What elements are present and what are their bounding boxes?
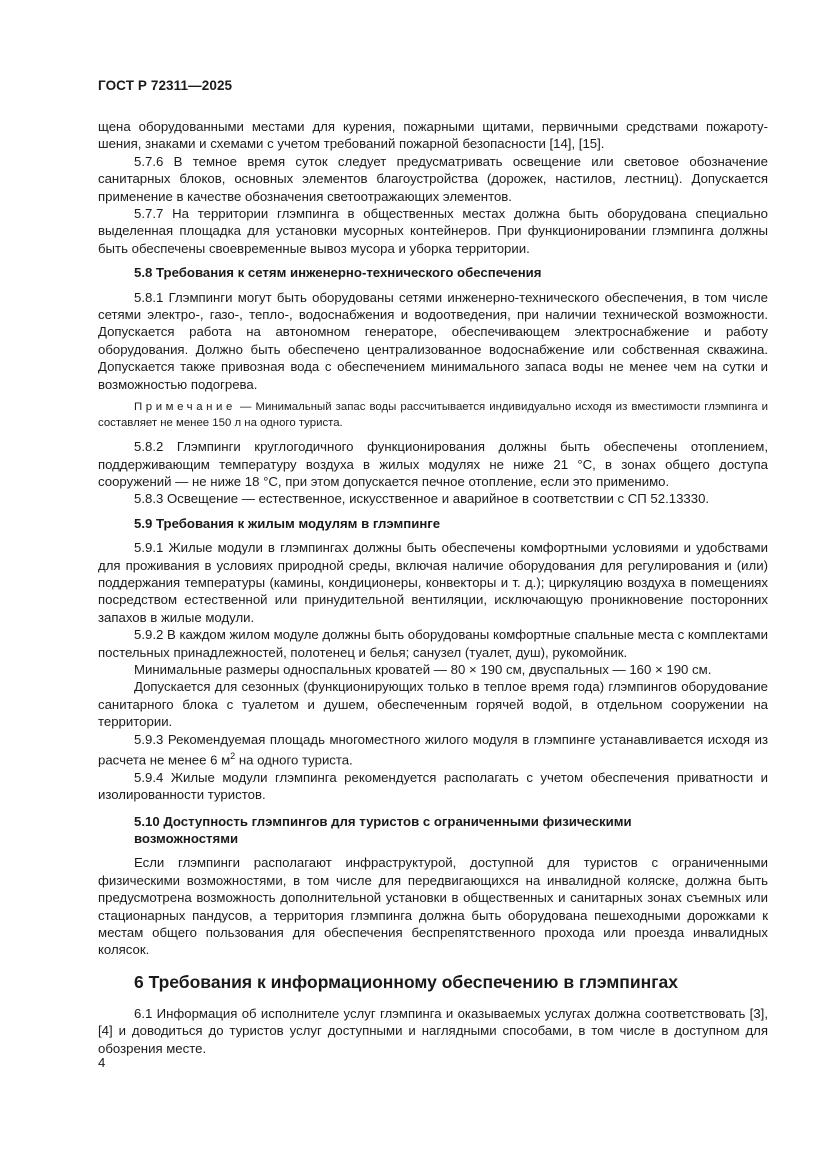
section-heading-5-10 xyxy=(98,813,768,848)
superscript-2: 2 xyxy=(230,751,236,761)
paragraph-5-9-3 xyxy=(98,731,768,769)
paragraph-5-9-2: 5.9.2 В каждом жилом модуле должны быть оборудованы комфортные спальные места с комплектами постельных принадлежностей, полотенец и белья; санузел (туалет, душ), рукомойник. xyxy=(98,627,768,660)
paragraph-5-8-2: 5.8.2 Глэмпинги круглогодичного функционирования должны быть обеспечены отоплением, поддерживающим температуру воздуха в жилых модулях не ниже 21 °С, в зонах общего доступа сооружений — не ниже 18 °С, при этом допускается печное отопление, если это применимо. xyxy=(98,439,768,489)
section-heading-5-9: 5.9 Требования к жилым модулям в глэмпинге xyxy=(134,515,441,531)
section-heading-5-8: 5.8 Требования к сетям инженерно-технического обеспечения xyxy=(134,265,542,281)
paragraph-continuation: щена оборудованными местами для курения, пожарными щитами, первичными средствами пожароту-шения, знаками и схемами с учетом требований пожарной безопасности [14], [15]. xyxy=(98,119,768,152)
paragraph-5-8-1: 5.8.1 Глэмпинги могут быть оборудованы сетями инженерно-технического обеспечения, в том числе сетями электро-, газо-, тепло-, водоснабжения и водоотведения, при наличии технической возможности. Допускается работа на автономном генераторе, обеспечивающем электроснабжение и работу оборудования. Должно быть обеспечено централизованное водоснабжение или собственная скважина. Допускается также привозная вода с обеспечением минимального запаса воды не менее чем на сутки и возможностью подогрева. xyxy=(98,289,768,392)
document-body xyxy=(98,118,768,1057)
note xyxy=(98,400,768,431)
document-header: ГОСТ Р 72311—2025 xyxy=(98,78,233,93)
paragraph-5-9-3-text: 5.9.3 Рекомендуемая площадь многоместного жилого модуля в глэмпинге устанавливается исходя из расчета не менее 6 м xyxy=(98,731,768,768)
paragraph-5-7-6: 5.7.6 В темное время суток следует предусматривать освещение или световое обозначение санитарных блоков, основных элементов благоустройства (дорожек, настилов, лестниц). Допускается применение в качестве обозначения светоотражающих элементов. xyxy=(98,153,768,204)
paragraph-bed-sizes: Минимальные размеры односпальных кроватей — 80 × 190 см, двуспальных — 160 × 190 см. xyxy=(134,661,712,677)
note-text: — Минимальный запас воды рассчитывается индивидуально исходя из вместимости глэмпинга и составляет не менее 150 л на одного туриста. xyxy=(98,401,768,429)
paragraph-5-9-4: 5.9.4 Жилые модули глэмпинга рекомендуется располагать с учетом обеспечения приватности и изолированности туристов. xyxy=(98,769,768,803)
paragraph-5-9-3-tail: на одного туриста. xyxy=(235,752,353,768)
chapter-heading-6: 6 Требования к информационному обеспечению в глэмпингах xyxy=(134,971,678,992)
paragraph-seasonal: Допускается для сезонных (функционирующих только в теплое время года) глэмпингов оборудование санитарного блока с туалетом и душем, обеспеченным горячей водой, в отдельном сооружении на территории. xyxy=(98,679,768,730)
paragraph-5-10-1: Если глэмпинги располагают инфраструктурой, доступной для туристов с ограниченными физическими возможностями, в том числе для передвигающихся на инвалидной коляске, должна быть предусмотрена возможность дополнительной установки в общественных и санитарных зонах съемных или стационарных пандусов, а территория глэмпинга должна быть оборудована пешеходными дорожками к местам общего пользования для обеспечения беспрепятственного прохода или проезда инвалидных колясок. xyxy=(98,855,768,958)
page-number: 4 xyxy=(98,1055,106,1070)
section-heading-5-10-line1: 5.10 Доступность глэмпингов для туристов с ограниченными физическими xyxy=(134,813,632,829)
paragraph-5-8-3: 5.8.3 Освещение — естественное, искусственное и аварийное в соответствии с СП 52.13330. xyxy=(134,491,710,507)
note-label: Примечание xyxy=(134,401,236,414)
paragraph-5-9-1: 5.9.1 Жилые модули в глэмпингах должны быть обеспечены комфортными условиями и удобствами для проживания в условиях природной среды, включая наличие оборудования для регулирования и (или) поддержания температуры (камины, кондиционеры, конвекторы и т. д.); циркуляцию воздуха в помещениях посредством естественной или принудительной вентиляции, исключающую проникновение посторонних запахов в жилые модули. xyxy=(98,540,768,625)
section-heading-5-10-line2: возможностями xyxy=(134,831,239,847)
paragraph-6-1: 6.1 Информация об исполнителе услуг глэмпинга и оказываемых услугах должна соответствовать [3], [4] и доводиться до туристов услуг доступными и наглядными способами, в том числе в доступном для обозрения месте. xyxy=(98,1005,768,1056)
paragraph-5-7-7: 5.7.7 На территории глэмпинга в общественных местах должна быть оборудована специально выделенная площадка для установки мусорных контейнеров. При функционировании глэмпинга должны быть обеспечены своевременные вывоз мусора и уборка территории. xyxy=(98,206,768,256)
